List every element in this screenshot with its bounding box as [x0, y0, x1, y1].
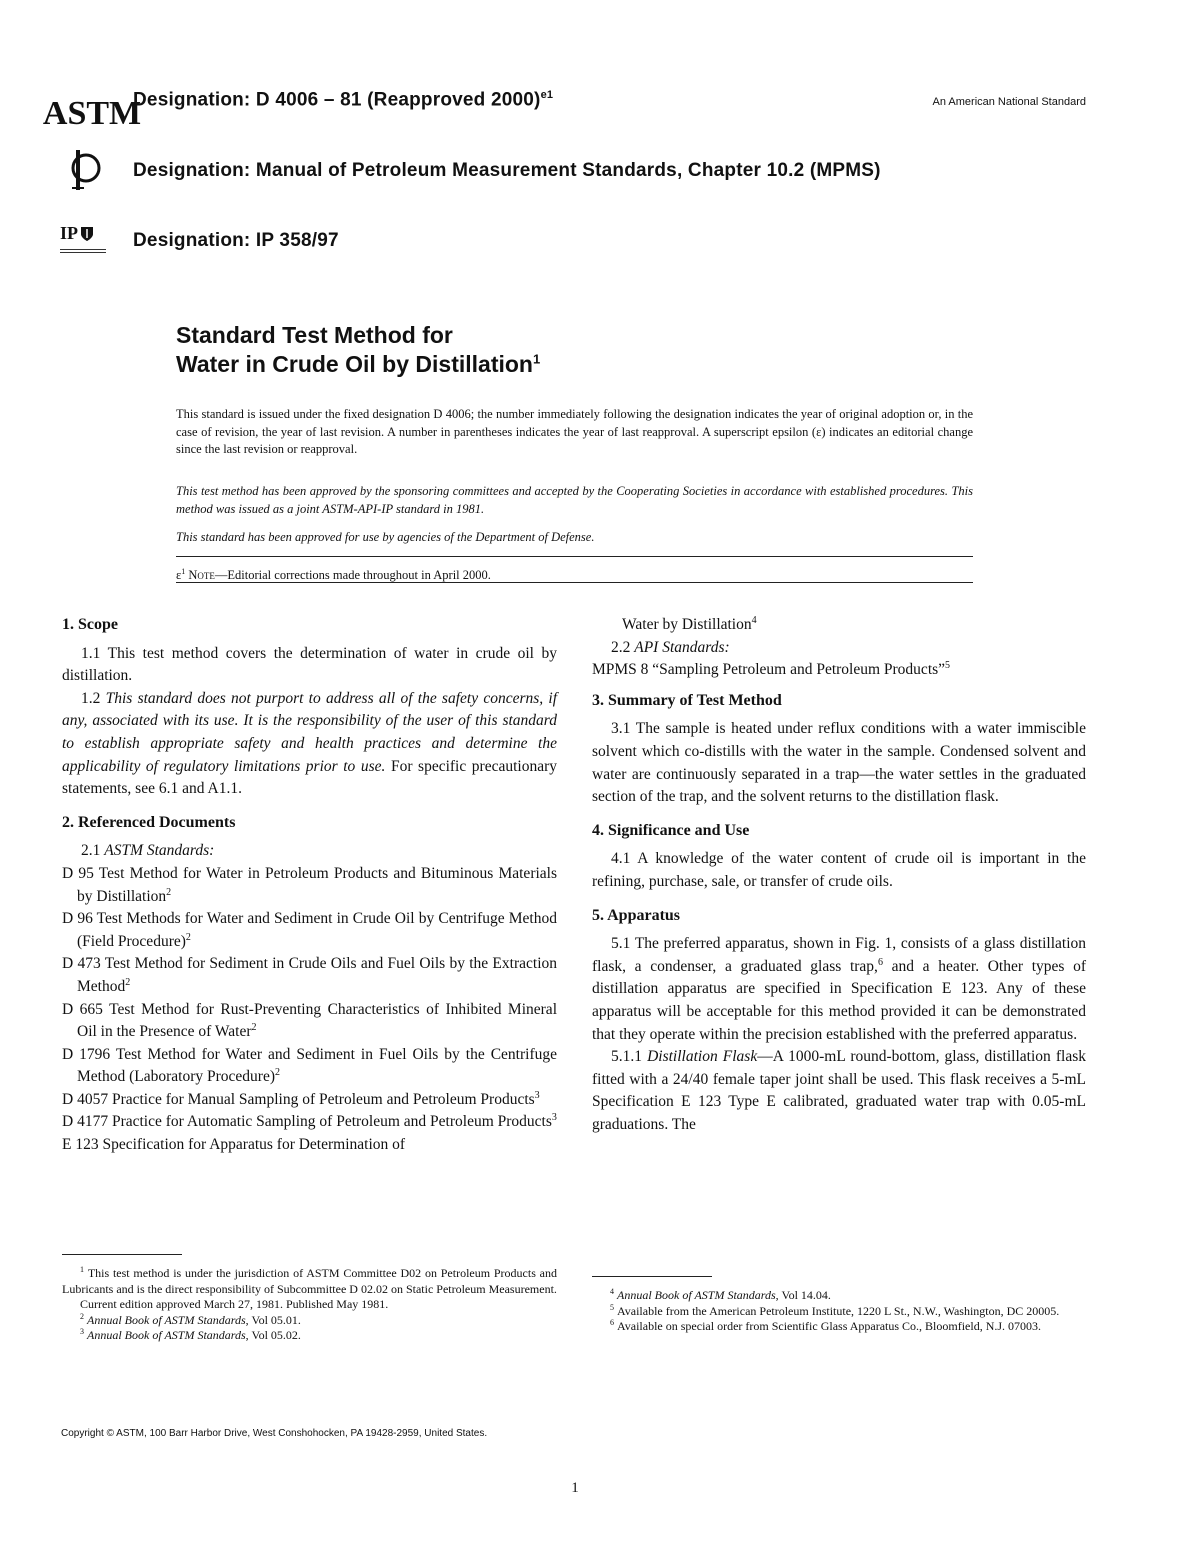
para-2-2: 2.2 API Standards: — [611, 638, 730, 656]
intro-rule-top — [176, 556, 973, 557]
astm-logo — [42, 80, 142, 136]
footnote-3: $^3$ Annual Book of ASTM Standards, Vol 05.02. — [80, 1327, 301, 1343]
reference-item: D 665 Test Method for Rust-Preventing Characteristics of Inhibited Mineral Oil in the Presence of Water$^2$ — [62, 1000, 557, 1041]
designation-astm: Designation: D 4006 – 81 (Reapproved 2000)$^{e1}$ — [133, 89, 554, 111]
intro-rule-bottom — [176, 582, 973, 583]
reference-item: D 1796 Test Method for Water and Sediment in Fuel Oils by the Centrifuge Method (Laboratory Procedure)$^2$ — [62, 1045, 557, 1086]
footnotes-right — [592, 1288, 1086, 1335]
reference-item: D 473 Test Method for Sediment in Crude Oils and Fuel Oils by the Extraction Method$^2$ — [62, 955, 557, 995]
ip-logo-text: IP — [60, 223, 78, 243]
footnote-1-edition: Current edition approved March 27, 1981. Published May 1981. — [80, 1297, 389, 1312]
para-4-1: 4.1 A knowledge of the water content of crude oil is important in the refining, purchase, sale, or transfer of crude oils. — [592, 850, 1086, 890]
ip-logo — [60, 218, 110, 258]
reference-mpms8: MPMS 8 “Sampling Petroleum and Petroleum Products”$^5$ — [592, 660, 951, 679]
editorial-note: $\varepsilon^1$ Note—Editorial corrections made throughout in April 2000. — [176, 567, 491, 583]
para-3-1: 3.1 The sample is heated under reflux conditions with a water immiscible solvent which co-distills with the water in the sample. Condensed solvent and water are continuously separated in a trap—the water settles in the graduated section of the trap, and the solvent returns to the distillation flask. — [592, 720, 1086, 806]
para-5-1-1: 5.1.1 Distillation Flask—A 1000-mL round-bottom, glass, distillation flask fitted with a 24/40 female taper joint shall be used. This flask receives a 5-mL Specification E 123 Type E calibrated, graduated water trap with 0.05-mL graduations. The — [592, 1048, 1086, 1133]
section-5-heading: 5. Apparatus — [592, 906, 681, 924]
section-4-heading: 4. Significance and Use — [592, 821, 750, 839]
footnote-rule-left — [62, 1254, 182, 1255]
para-1-2: 1.2 This standard does not purport to address all of the safety concerns, if any, associated with its use. It is the responsibility of the user of this standard to establish appropriate safety and health practices and determine the applicability of regulatory limitations prior to use. For specific precautionary statements, see 6.1 and A1.1. — [62, 689, 558, 798]
astm-logo-text: ASTM — [42, 95, 142, 132]
left-column — [62, 614, 557, 1157]
footnote-4: $^4$ Annual Book of ASTM Standards, Vol 14.04. — [610, 1287, 831, 1302]
api-logo — [64, 148, 102, 192]
reference-item: E 123 Specification for Apparatus for Determination of — [62, 1136, 406, 1154]
section-3-heading: 3. Summary of Test Method — [592, 691, 782, 709]
epsilon-superscript: e1 — [540, 89, 554, 101]
astm-logo-mark — [42, 80, 142, 136]
footnote-5: $^5$ Available from the American Petroleum Institute, 1220 L St., N.W., Washington, DC 20005. — [610, 1302, 1060, 1318]
section-1-heading: 1. Scope — [62, 616, 118, 633]
designation-ip: Designation: IP 358/97 — [133, 230, 339, 251]
footnote-1: $^1$ This test method is under the jurisdiction of ASTM Committee D02 on Petroleum Products and Lubricants and is the direct responsibility of Subcommittee D 02.02 on Static Petroleum Measurement. — [62, 1265, 557, 1296]
para-5-1: 5.1 The preferred apparatus, shown in Fig. 1, consists of a glass distillation flask, a condenser, a graduated glass trap,$^6$ and a heater. Other types of distillation apparatus are specified in Specification E 123. Any of these apparatus will be acceptable for this method provided it can be demonstrated that they operate within the precision established with the preferred apparatus. — [592, 935, 1086, 1043]
para-2-1: 2.1 ASTM Standards: — [81, 842, 215, 860]
section-2-heading: 2. Referenced Documents — [62, 813, 236, 831]
footnote-rule-right — [592, 1276, 712, 1277]
footnotes-left — [62, 1266, 557, 1344]
dod-statement: This standard has been approved for use by agencies of the Department of Defense. — [176, 530, 595, 544]
american-national-standard: An American National Standard — [932, 96, 1086, 108]
reference-e123-continued: Water by Distillation$^4$ — [622, 614, 757, 633]
reference-item: D 4177 Practice for Automatic Sampling of Petroleum and Petroleum Products$^3$ — [62, 1112, 557, 1131]
shield-icon — [80, 226, 94, 242]
para-1-1: 1.1 This test method covers the determination of water in crude oil by distillation. — [62, 644, 557, 685]
reference-list — [62, 863, 557, 1157]
footnote-6: $^6$ Available on special order from Scientific Glass Apparatus Co., Bloomfield, N.J. 07003. — [610, 1318, 1042, 1334]
title-line-1: Standard Test Method for — [176, 322, 453, 348]
title-line-2: Water in Crude Oil by Distillation$^1$ — [176, 351, 541, 377]
footnote-2: $^2$ Annual Book of ASTM Standards, Vol 05.01. — [80, 1311, 301, 1327]
right-column — [592, 614, 1086, 1136]
reference-item: D 96 Test Methods for Water and Sediment in Crude Oil by Centrifuge Method (Field Procedure)$^2$ — [62, 910, 557, 950]
reference-item: D 95 Test Method for Water in Petroleum Products and Bituminous Materials by Distillation$^2$ — [62, 864, 557, 905]
page-number: 1 — [571, 1480, 579, 1496]
designation-api: Designation: Manual of Petroleum Measurement Standards, Chapter 10.2 (MPMS) — [133, 160, 881, 181]
reference-item: D 4057 Practice for Manual Sampling of Petroleum and Petroleum Products$^3$ — [62, 1089, 540, 1108]
api-logo-mark — [64, 148, 102, 192]
approval-statement: This test method has been approved by the sponsoring committees and accepted by the Cooperating Societies in accordance with established procedures. This method was issued as a joint ASTM-API-IP standard in 1981. — [176, 484, 973, 516]
issued-statement: This standard is issued under the fixed designation D 4006; the number immediately following the designation indicates the year of original adoption or, in the case of revision, the year of last revision. A number in parentheses indicates the year of last reapproval. A superscript epsilon (ε) indicates an editorial change since the last revision or reapproval. — [176, 407, 973, 456]
copyright-notice: Copyright © ASTM, 100 Barr Harbor Drive, West Conshohocken, PA 19428-2959, United States. — [61, 1428, 488, 1439]
